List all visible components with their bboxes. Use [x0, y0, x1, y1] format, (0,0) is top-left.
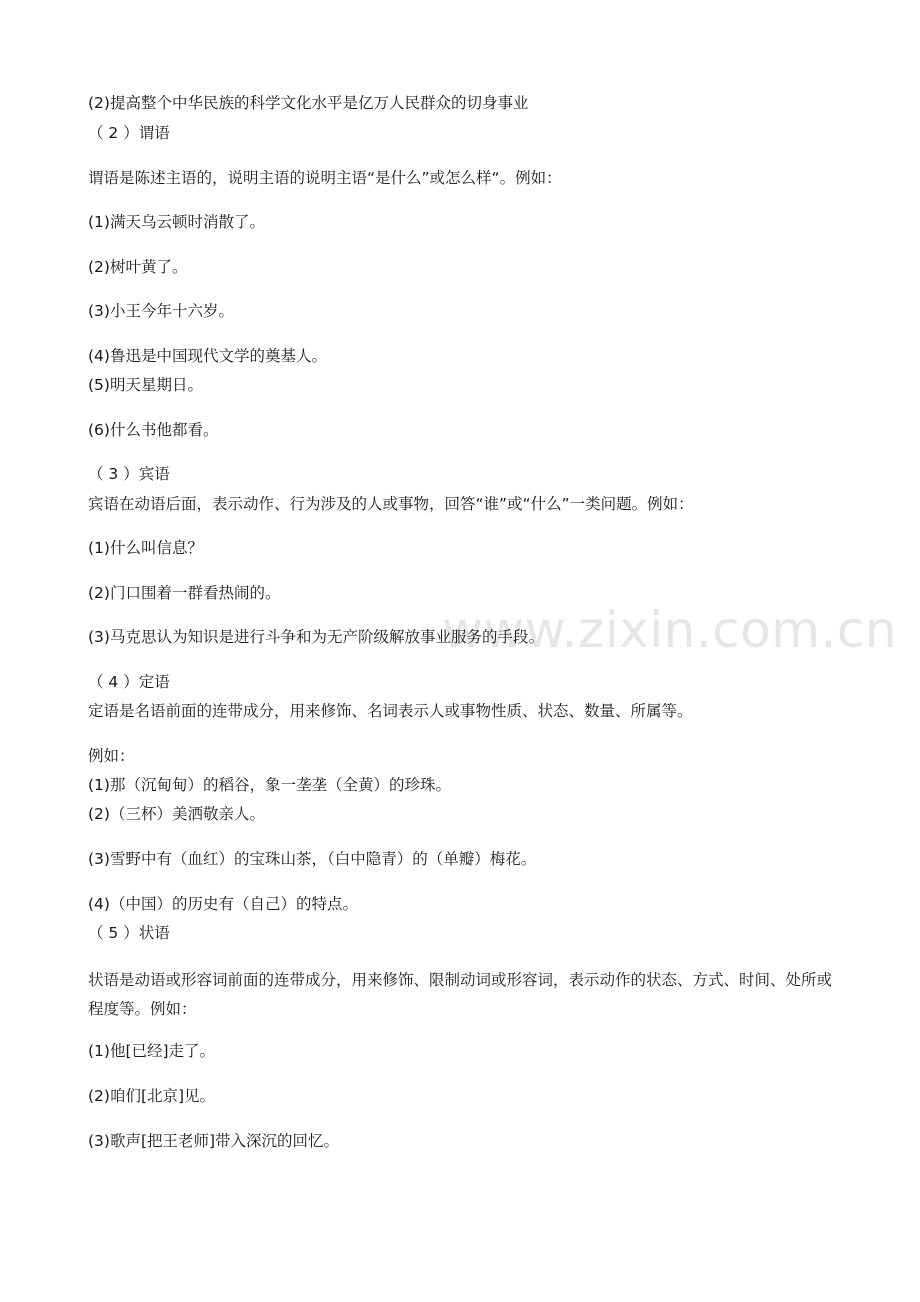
heading-adverbial: （ 5 ）状语 [88, 924, 170, 942]
heading-object: （ 3 ）宾语 [88, 465, 170, 483]
object-item-1: (1)什么叫信息？ [88, 539, 203, 557]
adverbial-item-2: (2)咱们[北京]见。 [88, 1087, 216, 1105]
heading-attributive: （ 4 ）定语 [88, 673, 170, 691]
adverbial-item-1: (1)他[已经]走了。 [88, 1042, 216, 1060]
predicate-item-6: (6)什么书他都看。 [88, 421, 219, 439]
predicate-item-5: (5)明天星期日。 [88, 376, 203, 394]
predicate-definition: 谓语是陈述主语的，说明主语的说明主语“是什么”或怎么样“。例如： [88, 169, 562, 187]
attributive-example-label: 例如： [88, 747, 135, 765]
attributive-definition: 定语是名语前面的连带成分，用来修饰、名词表示人或事物性质、状态、数量、所属等。 [88, 702, 693, 720]
adverbial-item-3: (3)歌声[把王老师]带入深沉的回忆。 [88, 1132, 340, 1150]
attributive-item-4: (4)（中国）的历史有（自己）的特点。 [88, 895, 358, 913]
adverbial-definition: 状语是动语或形容词前面的连带成分，用来修饰、限制动词或形容词，表示动作的状态、方式、时间、处所或程度等。例如： [88, 971, 833, 1018]
object-item-3: (3)马克思认为知识是进行斗争和为无产阶级解放事业服务的手段。 [88, 628, 544, 646]
predicate-item-4: (4)鲁迅是中国现代文学的奠基人。 [88, 347, 327, 365]
attributive-item-1: (1)那（沉甸甸）的稻谷，象一垄垄（全黄）的珍珠。 [88, 776, 451, 794]
object-item-2: (2)门口围着一群看热闹的。 [88, 584, 281, 602]
attributive-item-2: (2)（三杯）美洒敬亲人。 [88, 805, 265, 823]
predicate-item-3: (3)小王今年十六岁。 [88, 302, 234, 320]
heading-predicate: （ 2 ）谓语 [88, 124, 170, 142]
predicate-item-2: (2)树叶黄了。 [88, 258, 188, 276]
watermark: www.zixin.com.cn [442, 601, 898, 659]
predicate-example-2: (2)提高整个中华民族的科学文化水平是亿万人民群众的切身事业 [88, 94, 529, 112]
attributive-item-3: (3)雪野中有（血红）的宝珠山茶，（白中隐青）的（单瓣）梅花。 [88, 850, 537, 868]
predicate-item-1: (1)满天乌云顿时消散了。 [88, 213, 265, 231]
object-definition: 宾语在动语后面，表示动作、行为涉及的人或事物，回答“谁”或“什么”一类问题。例如： [88, 495, 694, 513]
